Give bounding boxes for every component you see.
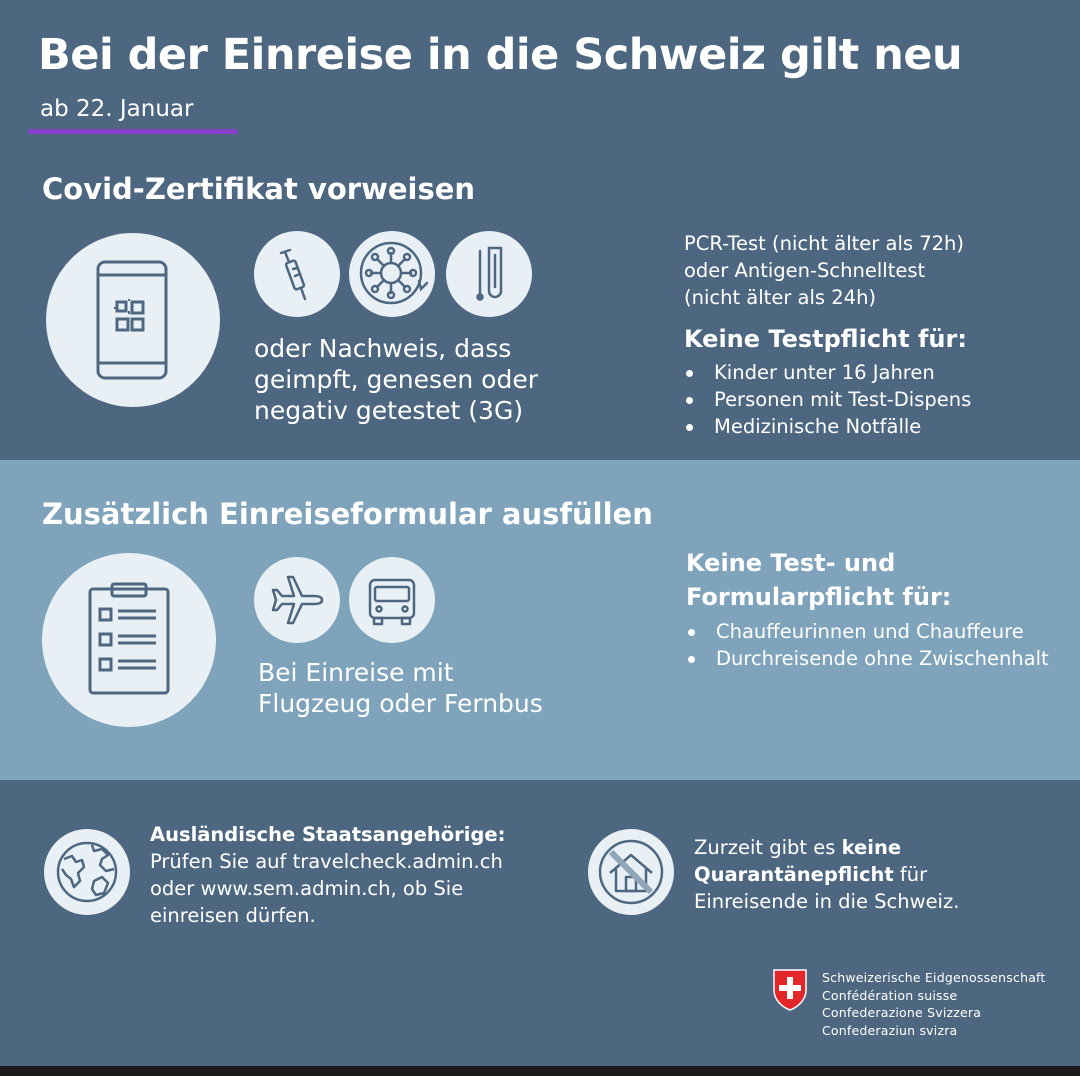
foreign-line: einreisen dürfen. [150, 904, 316, 927]
form-checklist-icon [42, 553, 216, 727]
form-heading: Zusätzlich Einreiseformular ausfüllen [42, 497, 653, 531]
quarantine-keyword: Quarantänepflicht [694, 863, 894, 886]
test-tube-icon [446, 231, 532, 317]
list-item: Personen mit Test-Dispens [684, 386, 971, 413]
foreign-nationals-note [150, 821, 505, 929]
bus-icon [349, 557, 435, 643]
no-form-heading [686, 546, 951, 614]
certificate-heading: Covid-Zertifikat vorweisen [42, 172, 476, 206]
quarantine-keyword: keine [841, 836, 902, 859]
foreign-line: oder www.sem.admin.ch, ob Sie [150, 877, 464, 900]
foreign-nationals-title: Ausländische Staatsangehörige: [150, 823, 506, 846]
federation-name: Confederazione Svizzera [822, 1005, 982, 1020]
airplane-icon [254, 557, 340, 643]
test-info-line: oder Antigen-Schnelltest [684, 259, 926, 282]
form-lead-text [258, 657, 543, 719]
quarantine-last-line: Einreisende in die Schweiz. [694, 890, 960, 913]
foreign-line: Prüfen Sie auf travelcheck.admin.ch [150, 850, 503, 873]
no-form-heading-line: Formularpflicht für: [686, 583, 952, 611]
list-item: Medizinische Notfälle [684, 413, 971, 440]
list-item: Kinder unter 16 Jahren [684, 359, 971, 386]
certificate-lead-text [254, 333, 538, 426]
no-test-list [684, 359, 971, 440]
subtitle-underline [28, 129, 238, 134]
federation-names [822, 969, 1046, 1039]
test-info-text [684, 230, 964, 311]
federation-name: Schweizerische Eidgenossenschaft [822, 970, 1046, 985]
virus-recovered-icon [349, 231, 435, 317]
phone-qr-code-icon [46, 233, 220, 407]
bottom-bar [0, 1066, 1080, 1076]
page-title: Bei der Einreise in die Schweiz gilt neu [38, 30, 963, 80]
test-info-line: (nicht älter als 24h) [684, 286, 877, 309]
no-form-heading-line: Keine Test- und [686, 549, 896, 577]
lead-line: Bei Einreise mit [258, 658, 454, 687]
federation-name: Confederaziun svizra [822, 1022, 958, 1038]
page-subtitle: ab 22. Januar [40, 96, 194, 122]
lead-line: negativ getestet (3G) [254, 396, 524, 425]
no-test-heading [684, 322, 967, 356]
swiss-cross-shield-icon [772, 968, 808, 1016]
no-quarantine-house-icon [588, 829, 674, 915]
lead-line: geimpft, genesen oder [254, 365, 538, 394]
test-info-line: PCR-Test (nicht älter als 72h) [684, 232, 965, 255]
syringe-icon [254, 231, 340, 317]
no-form-list [686, 618, 1049, 672]
list-item: Chauffeurinnen und Chauffeure [686, 618, 1049, 645]
quarantine-note [694, 834, 959, 915]
no-test-heading-text: Keine Testpflicht für: [684, 325, 967, 353]
quarantine-suffix: für [893, 863, 928, 886]
lead-line: Flugzeug oder Fernbus [258, 689, 543, 718]
quarantine-prefix: Zurzeit gibt es [694, 836, 842, 859]
lead-line: oder Nachweis, dass [254, 334, 512, 363]
list-item: Durchreisende ohne Zwischenhalt [686, 645, 1049, 672]
federation-name: Confédération suisse [822, 987, 958, 1003]
globe-icon [44, 829, 130, 915]
